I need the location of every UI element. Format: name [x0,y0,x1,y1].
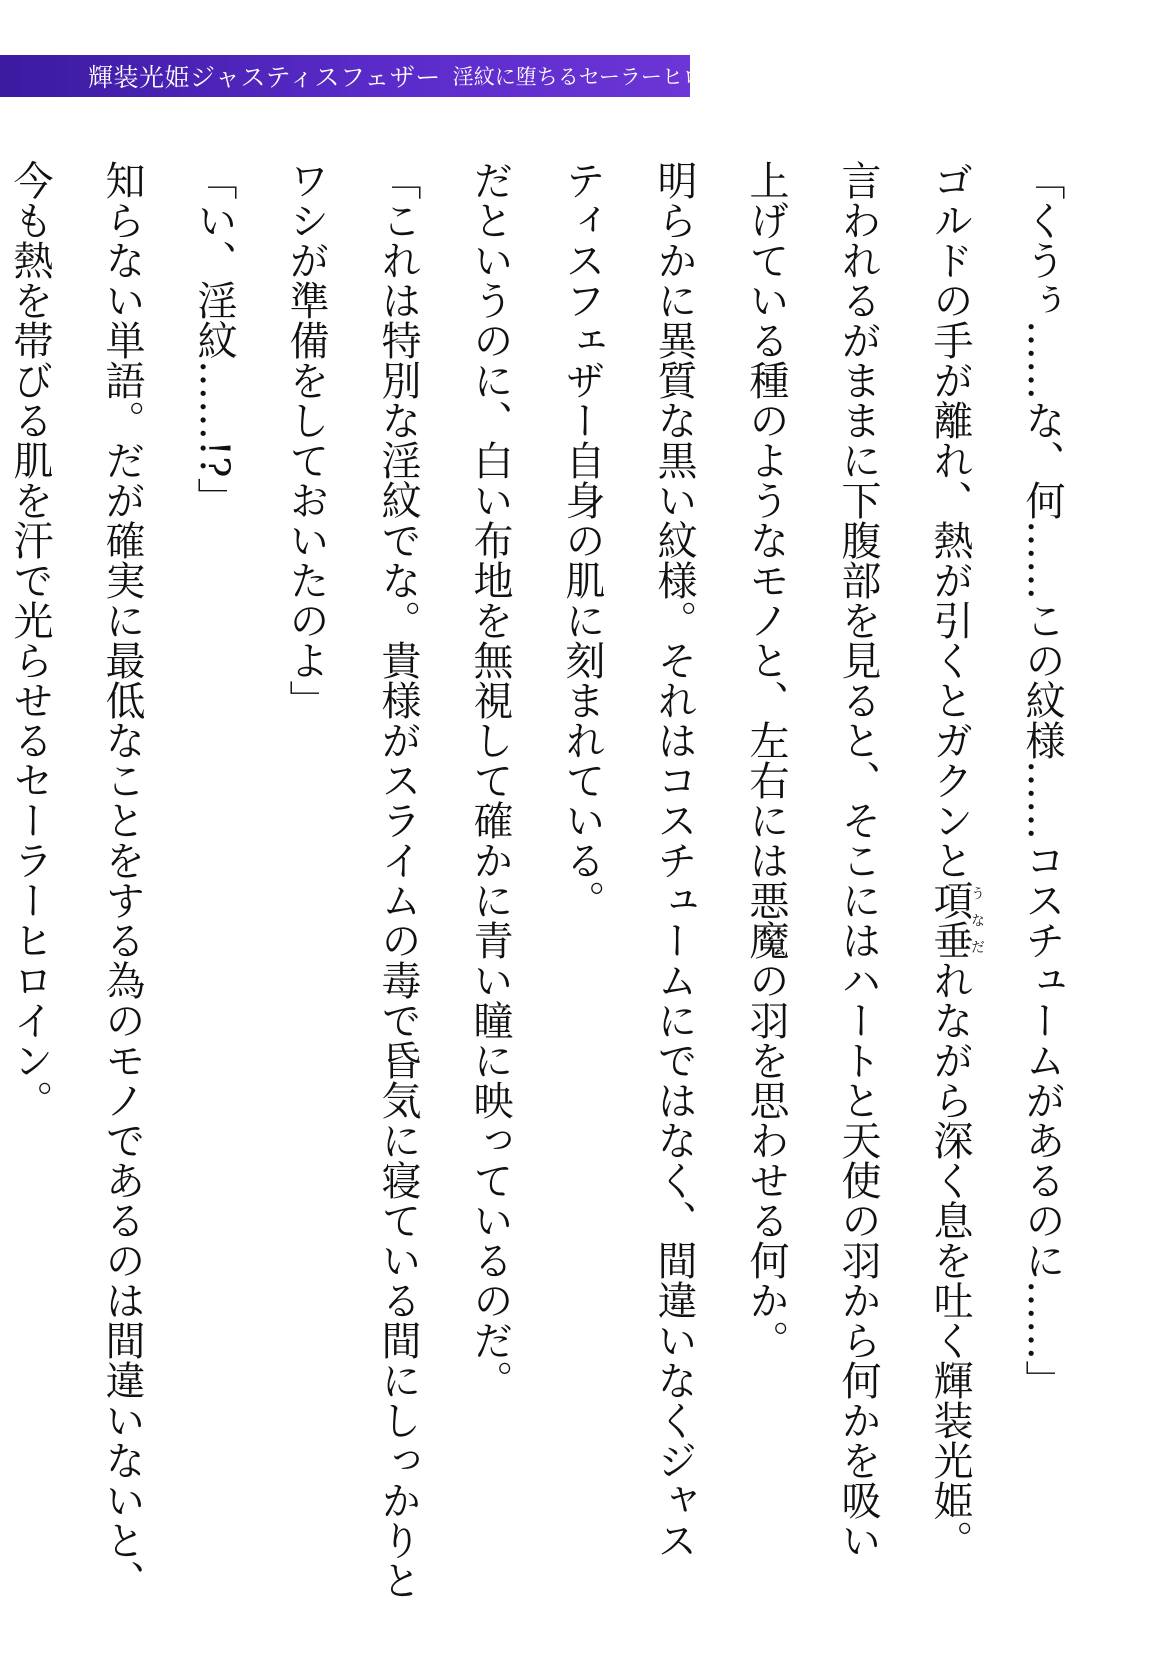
text-line: 言われるがままに下腹部を見ると、そこにはハートと天使の羽から何かを吸い [835,160,881,1560]
ruby-reading: うなだ [969,880,985,960]
header-band [0,55,746,97]
text-line: 今も熱を帯びる肌を汗で光らせるセーラーヒロイン。 [7,160,53,1120]
text-line: 上げている種のようなモノと、左右には悪魔の羽を思わせる何か。 [743,160,789,1360]
text-line: 「これは特別な淫紋でな。貴様がスライムの毒で昏気に寝ている間にしっかりと [375,160,421,1600]
series-title: 輝装光姫ジャスティスフェザー [88,63,441,92]
ruby-annotation [927,880,985,960]
novel-body-text [7,160,1088,1600]
text-line: 明らかに異質な黒い紋様。それはコスチュームにではなく、間違いなくジャス [651,160,697,1560]
text-line: ワシが準備をしておいたのよ」 [283,160,329,720]
ruby-base: 項垂 [927,880,973,960]
volume-subtitle: 淫紋に堕ちるセーラーヒロイン [452,65,746,89]
text-line-with-ruby [904,160,996,1580]
text-line: 「くうぅ……な、何……この紋様……コスチュームがあるのに……」 [1019,160,1065,1400]
text-line: だというのに、白い布地を無視して確かに青い瞳に映っているのだ。 [467,160,513,1400]
text-line: ティスフェザー自身の肌に刻まれている。 [559,160,605,920]
text-line-tail: れながら深く息を吐く輝装光姫。 [927,960,973,1560]
text-line: 知らない単語。だが確実に最低なことをする為のモノであるのは間違いないと、 [99,160,145,1600]
text-line-head: ゴルドの手が離れ、熱が引くとガクンと [927,160,973,880]
text-line: 「い、淫紋……!?」 [191,160,237,518]
